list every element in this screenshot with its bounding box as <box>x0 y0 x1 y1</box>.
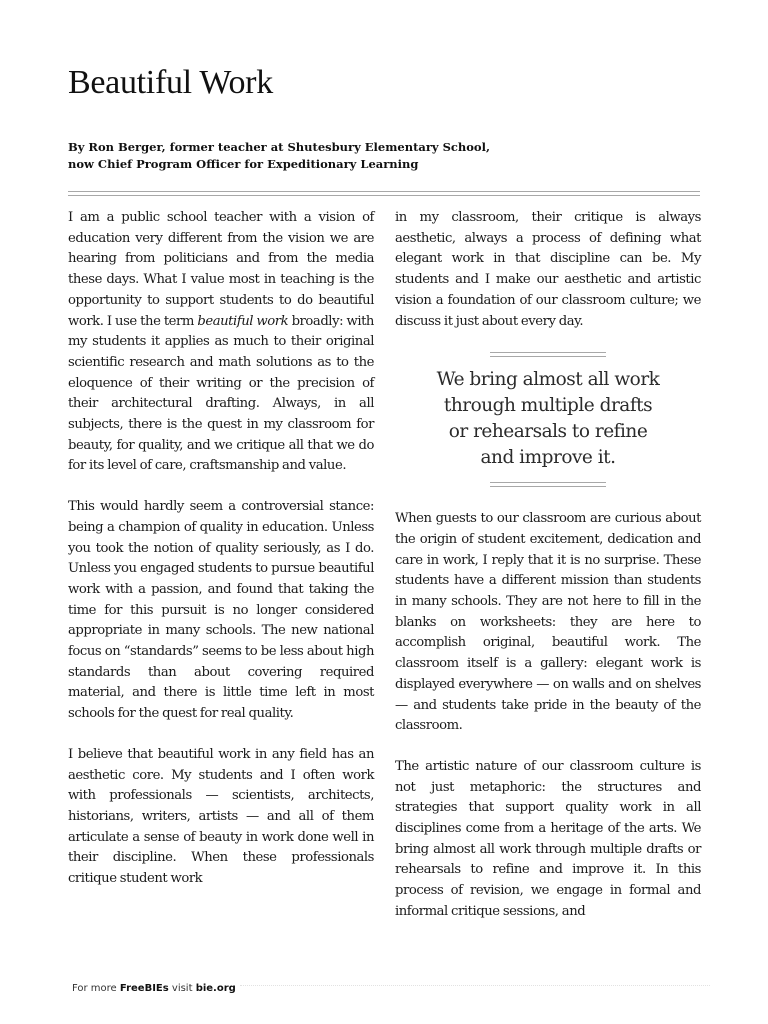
header-divider-top <box>68 191 700 192</box>
byline <box>68 139 708 173</box>
footer-middle: visit <box>168 983 196 994</box>
article-title: Beautiful Work <box>68 64 273 101</box>
footer-site-link[interactable]: bie.org <box>195 983 236 994</box>
footer-faint-rule <box>240 985 710 986</box>
pull-quote-text <box>395 357 701 482</box>
pull-quote-rule-bottom <box>490 482 606 487</box>
left-column <box>68 208 374 910</box>
byline-line-2: now Chief Program Officer for Expeditionary Learning <box>68 157 419 171</box>
pull-quote <box>395 352 701 487</box>
pull-quote-line-3: or rehearsals to refine <box>448 421 648 443</box>
pull-quote-line-2: through multiple drafts <box>443 395 653 417</box>
paragraph-4: in my classroom, their critique is always aesthetic, always a process of defining what elegant work in that discipline can be. My students and I make our aesthetic and artistic vision a foundation of our classroom culture; we discuss it just about every day. <box>395 210 701 329</box>
pull-quote-line-1: We bring almost all work <box>436 369 660 391</box>
byline-line-1: By Ron Berger, former teacher at Shutesbury Elementary School, <box>68 140 490 154</box>
paragraph-1 <box>68 208 374 477</box>
footer-brand: FreeBIEs <box>119 983 169 994</box>
footer <box>72 983 236 994</box>
header-divider-bottom <box>68 195 700 196</box>
paragraph-3: I believe that beautiful work in any field has an aesthetic core. My students and I often work with professionals — scientists, architects, historians, writers, artists — and all of them articulate a sense of beauty in work done well in their discipline. When these professionals critique student work <box>68 746 374 887</box>
right-column <box>395 208 701 943</box>
paragraph-2: This would hardly seem a controversial stance: being a champion of quality in education. Unless you took the notion of quality seriously, as I do. Unless you engaged students to pursue beautiful work with a passion, and found that taking the time for this pursuit is no longer considered appropriate in many schools. The new national focus on “standards” seems to be less about high standards than about covering required material, and there is little time left in most schools for the quest for real quality. <box>68 499 374 722</box>
paragraph-6: The artistic nature of our classroom culture is not just metaphoric: the structures and strategies that support quality work in all disciplines come from a heritage of the arts. We bring almost all work through multiple drafts or rehearsals to refine and improve it. In this process of revision, we engage in formal and informal critique sessions, and <box>395 758 701 919</box>
footer-prefix: For more <box>72 983 120 994</box>
paragraph-5: When guests to our classroom are curious about the origin of student excitement, dedication and care in work, I reply that it is no surprise. These students have a different mission than students in many schools. They are not here to fill in the blanks on worksheets: they are here to accomplish original, beautiful work. The classroom itself is a gallery: elegant work is displayed everywhere — on walls and on shelves — and students take pride in the beauty of the classroom. <box>395 511 701 734</box>
emphasis-beautiful-work: beautiful work <box>197 313 289 329</box>
pull-quote-line-4: and improve it. <box>480 447 616 469</box>
paragraph-1-start: I am a public school teacher with a vision of education very different from the vision we are hearing from politicians and from the media these days. What I value most in teaching is the opportunity to support students to do beautiful work. I use the term <box>68 210 374 329</box>
paragraph-1-end: broadly: with my students it applies as much to their original scientific research and math solutions as to the eloquence of their writing or the precision of their architectural drafting. Always, in all subjects, there is the quest in my classroom for beauty, for quality, and we critique all that we do for its level of care, craftsmanship and value. <box>68 313 374 474</box>
